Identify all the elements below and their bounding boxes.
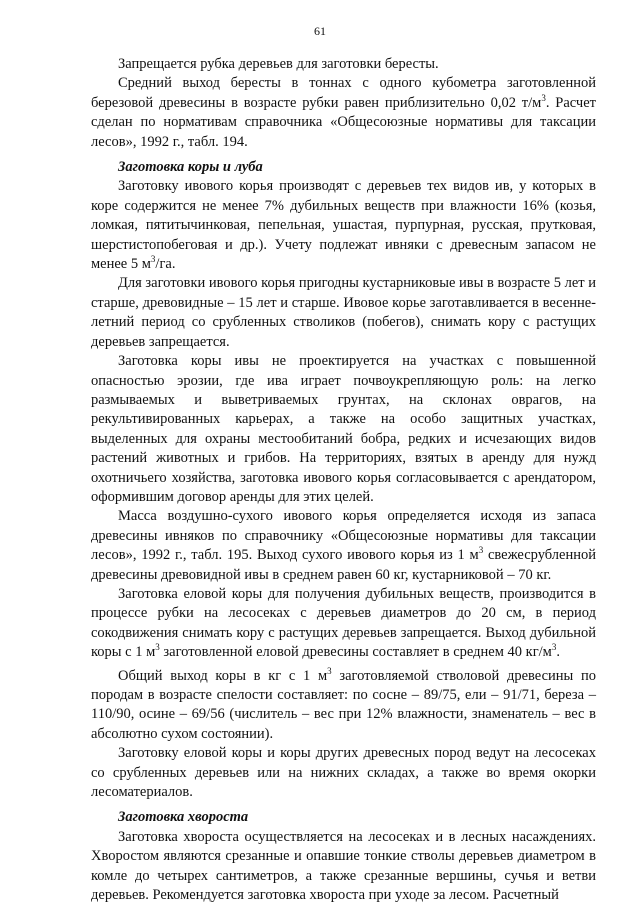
paragraph-willow-age: Для заготовки ивового корья пригодны кустарниковые ивы в возрасте 5 лет и старше, древовидные – 15 лет и старше. Ивовое корье заготавливается в весенне-летний период со срубленных стволиков (побегов), снимать кору с растущих деревьев запрещается. — [91, 275, 596, 350]
section-heading-bark: Заготовка коры и луба — [118, 159, 263, 176]
paragraph-total-bark-yield: Общий выход коры в кг с 1 $м^3$ заготовляемой стволовой древесины по породам в возрасте спелости составляет: по сосне – 89/75, ели – 91/71, береза – 110/90, осине – 69/56 (числитель – вес при 12% влажности, знаменатель – вес в абсолютно сухом состоянии). — [91, 665, 596, 742]
page-number: 61 — [314, 24, 326, 38]
paragraph-erosion-restrictions: Заготовка коры ивы не проектируется на участках с повышенной опасностью эрозии, где ива играет почвоукрепляющую роль: на легко размываемых и выветриваемых грунтах, на склонах оврагов, на рекультивированных карьерах, а также на особо защитных участках, выделенных для охраны местообитаний бобра, редких и исчезающих видов растений животных и грибов. На территориях, взятых в аренду для нужд охотничьего хозяйства, заготовка ивового корья согласовывается с арендатором, оформившим договор аренды для этих целей. — [91, 353, 596, 505]
document-body — [91, 55, 596, 905]
paragraph-spruce-bark: Заготовка еловой коры для получения дубильных веществ, производится в процессе рубки на лесосеках с деревьев диаметров до 20 см, в период сокодвижения снимать кору с растущих деревьев запрещается. Выход дубильной коры с 1 $м^3$ заготовленной еловой древесины составляет в среднем 40 $кг/м^3$. — [91, 585, 596, 661]
paragraph-brushwood: Заготовка хвороста осуществляется на лесосеках и в лесных насаждениях. Хворостом являются срезанные и опавшие тонкие стволы деревьев диаметром в комле до четырех сантиметров, а также срезанные вершины, сучья и ветви деревьев. Рекомендуется заготовка хвороста при уходе за лесом. Расчетный — [91, 828, 596, 904]
paragraph-birch-bark-ban: Запрещается рубка деревьев для заготовки бересты. — [118, 56, 439, 72]
paragraph-birch-bark-yield: Средний выход бересты в тоннах с одного кубометра заготовленной березовой древесины в возрасте рубки равен приблизительно 0,02 $т/м^3$. Расчет сделан по нормативам справочника «Общесоюзные нормативы для таксации лесов», 1992 г., табл. 194. — [91, 75, 596, 150]
paragraph-bark-harvest-location: Заготовку еловой коры и коры других древесных пород ведут на лесосеках со срубленных деревьев или на нижних складах, а также во время окорки лесоматериалов. — [91, 745, 596, 801]
paragraph-willow-species: Заготовку ивового корья производят с деревьев тех видов ив, у которых в коре содержится не менее 7% дубильных веществ при влажности 16% (козья, ломкая, пятитычинковая, пепельная, ушастая, пурпурная, русская, прутковая, шерстистопобеговая и др.). Учету подлежат ивняки с древесным запасом не менее 5 $м^3/га$. — [91, 178, 596, 273]
paragraph-willow-bark-mass: Масса воздушно-сухого ивового корья определяется исходя из запаса древесины ивняков по справочнику «Общесоюзные нормативы для таксации лесов», 1992 г., табл. 195. Выход сухого ивового корья из 1 $м^3$ свежесрубленной древесины древовидной ивы в среднем равен 60 кг, кустарниковой – 70 кг. — [91, 508, 597, 583]
section-heading-brushwood: Заготовка хвороста — [118, 809, 249, 826]
